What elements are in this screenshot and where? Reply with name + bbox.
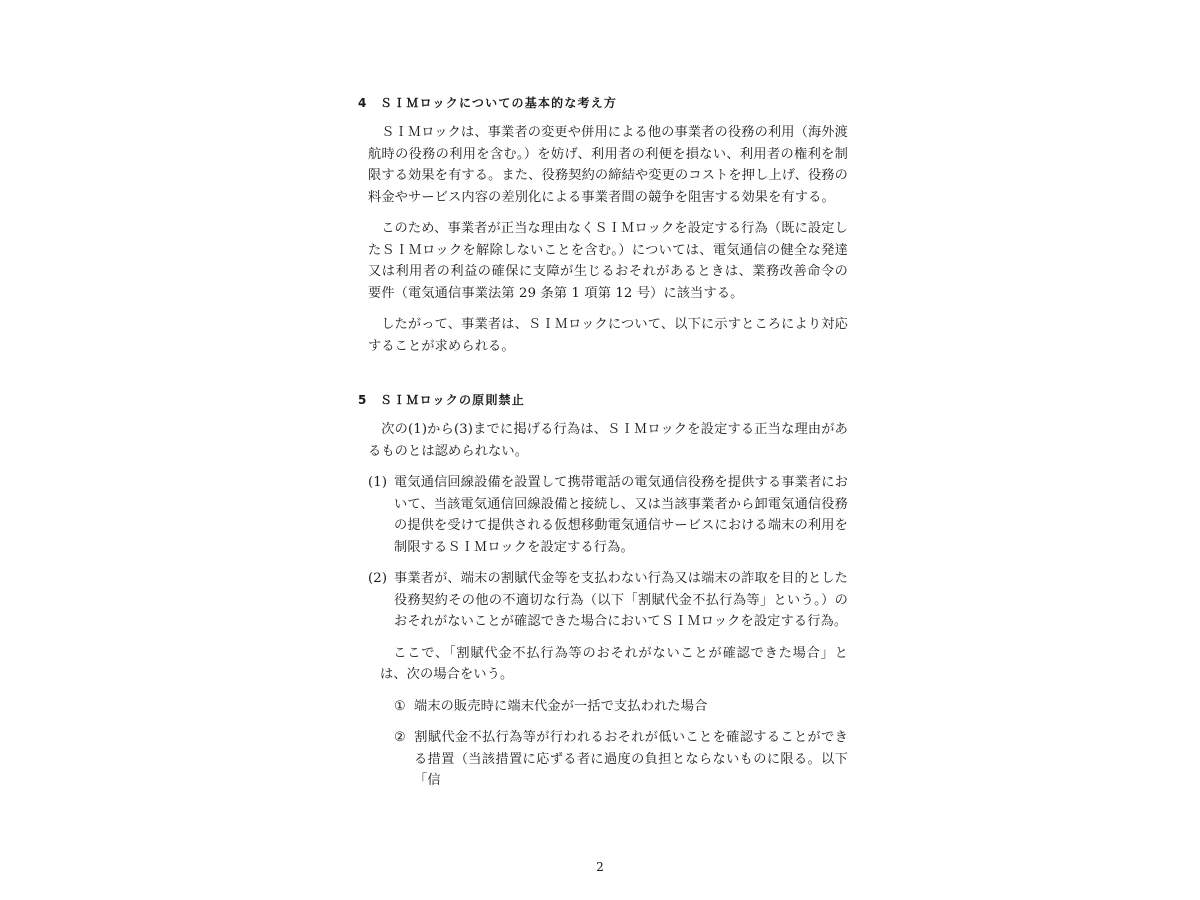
sub-item-2-text: 割賦代金不払行為等が行われるおそれが低いことを確認することができる措置（当該措置に応ずる者に過度の負担とならないものに限る。以下「信 <box>414 730 848 788</box>
list-item <box>358 696 848 718</box>
section-5-number: 5 <box>358 393 368 407</box>
section-4-paragraph-2: このため、事業者が正当な理由なくＳＩＭロックを設定する行為（既に設定したＳＩＭロックを解除しないことを含む。）については、電気通信の健全な発達又は利用者の利益の確保に支障が生じるおそれがあるときは、業務改善命令の要件（電気通信事業法第 29 条第 1 項第 12 号）に該当する。 <box>368 221 848 301</box>
sub-item-1-mark: ① <box>394 698 406 714</box>
section-5-title: ＳＩＭロックの原則禁止 <box>380 393 525 407</box>
sub-item-2-mark: ② <box>394 730 406 745</box>
section-4-title: ＳＩＭロックについての基本的な考え方 <box>380 96 618 110</box>
section-4-paragraph-1: ＳＩＭロックは、事業者の変更や併用による他の事業者の役務の利用（海外渡航時の役務の利用を含む。）を妨げ、利用者の利便を損ない、利用者の権利を制限する効果を有する。また、役務契約の締結や変更のコストを押し上げ、役務の料金やサービス内容の差別化による事業者間の競争を阻害する効果を有する。 <box>368 125 848 205</box>
sub-item-1-text: 端末の販売時に端末代金が一括で支払われた場合 <box>414 698 708 714</box>
item-1-mark: (1) <box>368 475 388 490</box>
section-4-paragraph-3: したがって、事業者は、ＳＩＭロックについて、以下に示すところにより対応することが求められる。 <box>368 317 848 354</box>
sub-paragraph: ここで、「割賦代金不払行為等のおそれがないことが確認できた場合」とは、次の場合をいう。 <box>380 645 848 682</box>
section-4-heading <box>358 92 848 114</box>
item-2-text: 事業者が、端末の割賦代金等を支払わない行為又は端末の詐取を目的とした役務契約その他の不適切な行為（以下「割賦代金不払行為等」という。）のおそれがないことが確認できた場合においてＳＩＭロックを設定する行為。 <box>394 571 848 629</box>
list-item <box>358 727 848 792</box>
section-4-number: 4 <box>358 96 368 110</box>
item-1-text: 電気通信回線設備を設置して携帯電話の電気通信役務を提供する事業者において、当該電気通信回線設備と接続し、又は当該事業者から卸電気通信役務の提供を受けて提供される仮想移動電気通信サービスにおける端末の利用を制限するＳＩＭロックを設定する行為。 <box>394 475 848 555</box>
section-5-intro: 次の(1)から(3)までに掲げる行為は、ＳＩＭロックを設定する正当な理由があるものとは認められない。 <box>368 422 848 459</box>
page-content <box>358 92 848 792</box>
page-number: 2 <box>596 860 604 874</box>
section-5-heading <box>358 389 848 411</box>
list-item <box>358 472 848 558</box>
item-2-mark: (2) <box>368 571 388 586</box>
list-item <box>358 568 848 633</box>
